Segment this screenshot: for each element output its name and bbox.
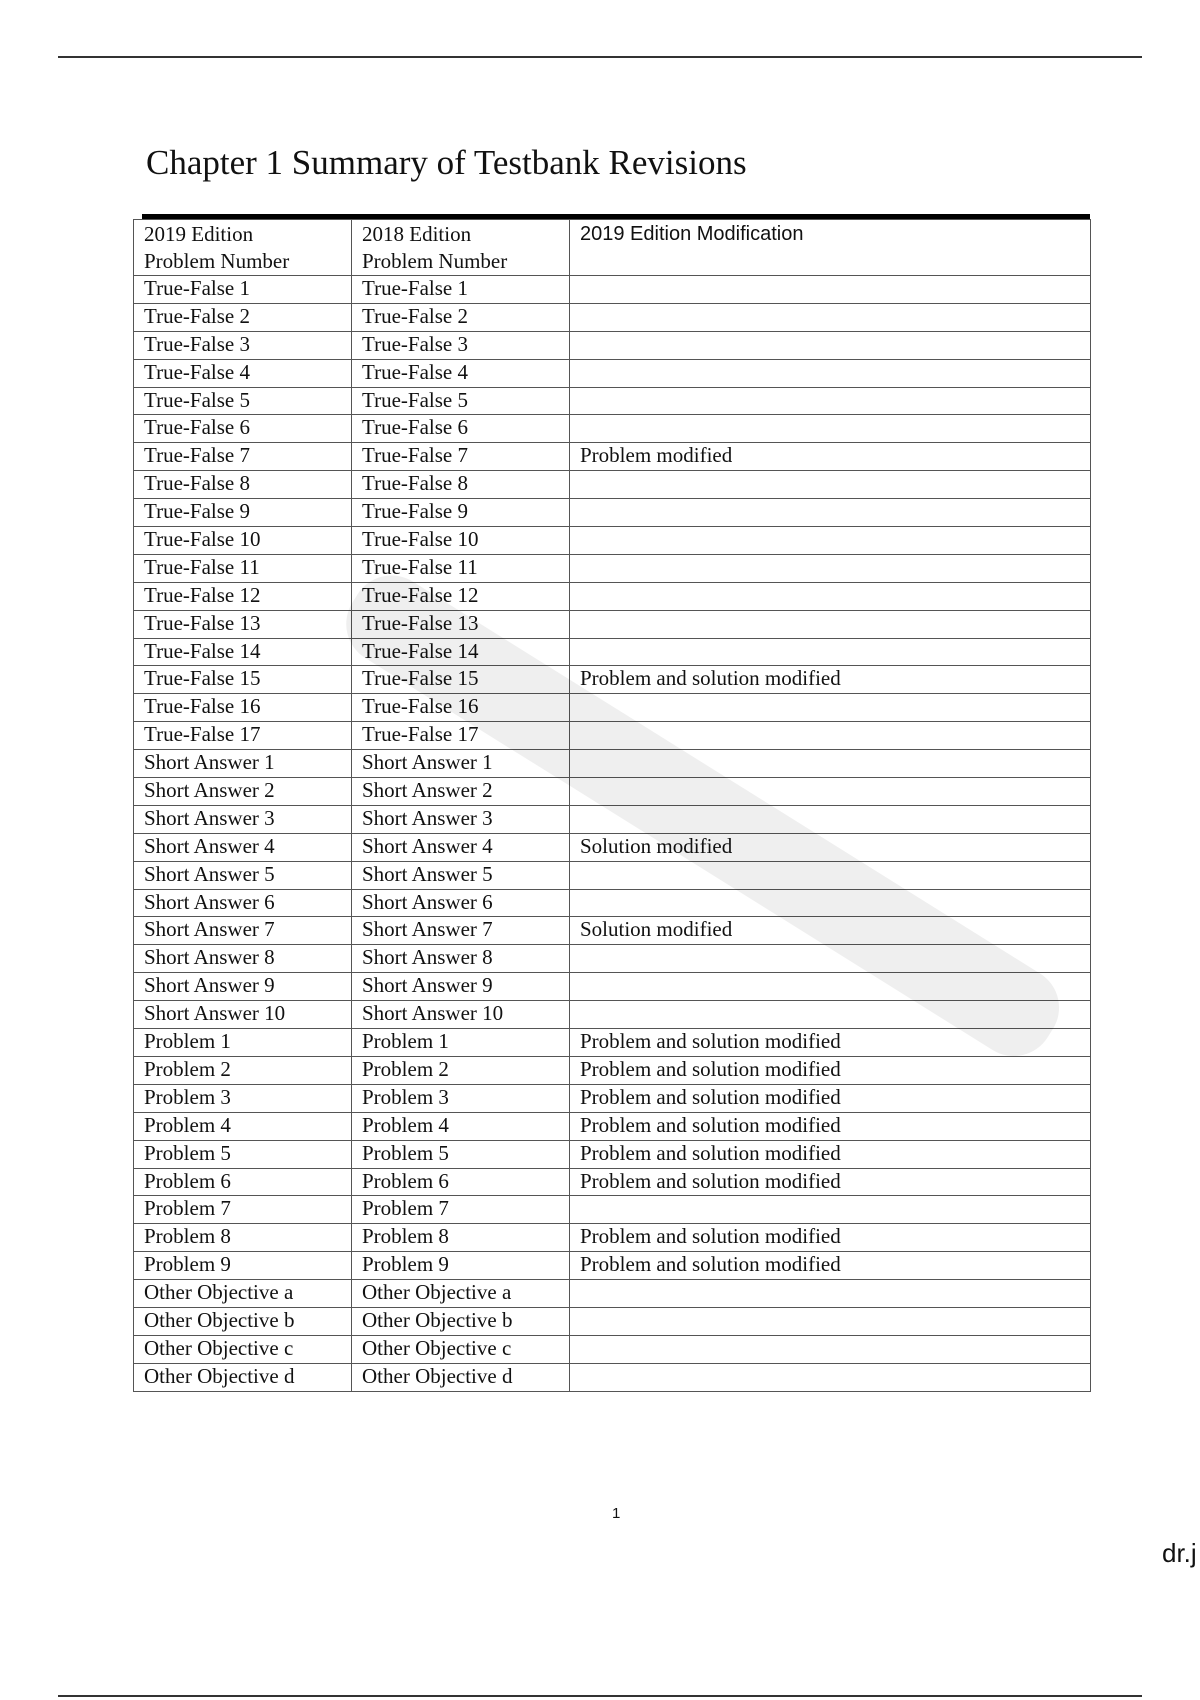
table-row xyxy=(134,778,1091,806)
cell-2018-problem: Short Answer 2 xyxy=(352,778,570,806)
cell-2018-problem: Problem 2 xyxy=(352,1056,570,1084)
cell-modification xyxy=(570,499,1091,527)
cell-2019-problem: Short Answer 4 xyxy=(134,833,352,861)
cell-modification: Problem and solution modified xyxy=(570,1084,1091,1112)
cell-modification xyxy=(570,1307,1091,1335)
cell-2018-problem: Problem 1 xyxy=(352,1029,570,1057)
cell-2019-problem: Other Objective d xyxy=(134,1363,352,1391)
table-row xyxy=(134,722,1091,750)
cell-2019-problem: Problem 9 xyxy=(134,1252,352,1280)
cell-modification xyxy=(570,694,1091,722)
cell-2019-problem: Short Answer 6 xyxy=(134,889,352,917)
cell-2018-problem: True-False 1 xyxy=(352,276,570,304)
cell-modification xyxy=(570,1363,1091,1391)
table-row xyxy=(134,1112,1091,1140)
table-row xyxy=(134,1001,1091,1029)
cell-2018-problem: Short Answer 3 xyxy=(352,805,570,833)
cell-2018-problem: True-False 6 xyxy=(352,415,570,443)
cell-2018-problem: True-False 8 xyxy=(352,471,570,499)
table-row xyxy=(134,471,1091,499)
table-row xyxy=(134,1196,1091,1224)
table-row xyxy=(134,889,1091,917)
cell-2018-problem: Short Answer 1 xyxy=(352,750,570,778)
cell-2019-problem: True-False 8 xyxy=(134,471,352,499)
header-line: Problem Number xyxy=(144,249,290,273)
cell-modification xyxy=(570,387,1091,415)
table-row xyxy=(134,303,1091,331)
cell-2019-problem: True-False 13 xyxy=(134,610,352,638)
table-row xyxy=(134,1307,1091,1335)
cell-modification xyxy=(570,276,1091,304)
cell-modification: Problem and solution modified xyxy=(570,1168,1091,1196)
cell-modification xyxy=(570,610,1091,638)
cell-2019-problem: Short Answer 7 xyxy=(134,917,352,945)
cell-modification: Solution modified xyxy=(570,917,1091,945)
cell-modification: Problem and solution modified xyxy=(570,1029,1091,1057)
cell-2019-problem: Problem 5 xyxy=(134,1140,352,1168)
cell-2019-problem: True-False 11 xyxy=(134,554,352,582)
table-row xyxy=(134,527,1091,555)
table-row xyxy=(134,1140,1091,1168)
table-row xyxy=(134,666,1091,694)
cell-modification xyxy=(570,973,1091,1001)
cell-2019-problem: True-False 15 xyxy=(134,666,352,694)
cell-2018-problem: Problem 8 xyxy=(352,1224,570,1252)
header-2019-modification xyxy=(570,220,1091,276)
table-row xyxy=(134,1280,1091,1308)
cell-2018-problem: True-False 15 xyxy=(352,666,570,694)
table-row xyxy=(134,415,1091,443)
cell-2018-problem: True-False 11 xyxy=(352,554,570,582)
table-row xyxy=(134,554,1091,582)
cell-2018-problem: True-False 4 xyxy=(352,359,570,387)
cell-modification: Problem and solution modified xyxy=(570,1112,1091,1140)
cell-2018-problem: Short Answer 4 xyxy=(352,833,570,861)
cell-modification xyxy=(570,415,1091,443)
cell-2018-problem: Problem 4 xyxy=(352,1112,570,1140)
cell-2019-problem: Problem 1 xyxy=(134,1029,352,1057)
cell-2018-problem: Problem 5 xyxy=(352,1140,570,1168)
cell-2018-problem: Short Answer 5 xyxy=(352,861,570,889)
cell-2019-problem: True-False 9 xyxy=(134,499,352,527)
table-row xyxy=(134,861,1091,889)
cell-modification: Problem modified xyxy=(570,443,1091,471)
table-row xyxy=(134,387,1091,415)
cell-2019-problem: True-False 4 xyxy=(134,359,352,387)
cell-modification xyxy=(570,861,1091,889)
table-row xyxy=(134,610,1091,638)
revisions-table-body xyxy=(134,220,1091,1392)
cell-2019-problem: Other Objective c xyxy=(134,1335,352,1363)
cell-2018-problem: True-False 5 xyxy=(352,387,570,415)
cell-modification xyxy=(570,359,1091,387)
cell-modification xyxy=(570,750,1091,778)
cell-2018-problem: True-False 10 xyxy=(352,527,570,555)
header-line: 2019 Edition Modification xyxy=(580,223,804,245)
cell-modification xyxy=(570,889,1091,917)
header-2018-problem-number xyxy=(352,220,570,276)
table-row xyxy=(134,945,1091,973)
cell-2019-problem: True-False 17 xyxy=(134,722,352,750)
cell-2018-problem: True-False 13 xyxy=(352,610,570,638)
cell-2019-problem: Problem 2 xyxy=(134,1056,352,1084)
cell-modification xyxy=(570,527,1091,555)
cell-2018-problem: Short Answer 8 xyxy=(352,945,570,973)
table-row xyxy=(134,276,1091,304)
cell-2019-problem: Other Objective b xyxy=(134,1307,352,1335)
cell-2018-problem: True-False 16 xyxy=(352,694,570,722)
cell-2019-problem: True-False 14 xyxy=(134,638,352,666)
header-line: 2018 Edition xyxy=(362,222,472,246)
cell-modification: Problem and solution modified xyxy=(570,1224,1091,1252)
cell-2018-problem: Short Answer 6 xyxy=(352,889,570,917)
header-line: Problem Number xyxy=(362,249,508,273)
cell-2018-problem: Short Answer 10 xyxy=(352,1001,570,1029)
cell-2019-problem: Short Answer 5 xyxy=(134,861,352,889)
cell-2019-problem: Short Answer 8 xyxy=(134,945,352,973)
table-row xyxy=(134,638,1091,666)
cell-2018-problem: Problem 7 xyxy=(352,1196,570,1224)
cell-modification xyxy=(570,582,1091,610)
cell-2019-problem: True-False 16 xyxy=(134,694,352,722)
table-row xyxy=(134,1224,1091,1252)
table-row xyxy=(134,499,1091,527)
cell-2018-problem: Problem 9 xyxy=(352,1252,570,1280)
cell-modification xyxy=(570,1280,1091,1308)
table-row xyxy=(134,694,1091,722)
cell-2019-problem: Problem 6 xyxy=(134,1168,352,1196)
cell-2018-problem: Other Objective c xyxy=(352,1335,570,1363)
cell-2019-problem: True-False 1 xyxy=(134,276,352,304)
cell-2019-problem: Short Answer 1 xyxy=(134,750,352,778)
table-row xyxy=(134,1029,1091,1057)
header-line: 2019 Edition xyxy=(144,222,254,246)
table-row xyxy=(134,750,1091,778)
cell-modification xyxy=(570,805,1091,833)
header-2019-problem-number xyxy=(134,220,352,276)
cell-2019-problem: True-False 2 xyxy=(134,303,352,331)
cell-2019-problem: Problem 7 xyxy=(134,1196,352,1224)
page-title: Chapter 1 Summary of Testbank Revisions xyxy=(146,143,747,182)
table-row xyxy=(134,973,1091,1001)
bottom-rule xyxy=(58,1695,1142,1697)
cell-2019-problem: Other Objective a xyxy=(134,1280,352,1308)
cell-modification xyxy=(570,554,1091,582)
cell-2019-problem: True-False 3 xyxy=(134,331,352,359)
cell-modification: Problem and solution modified xyxy=(570,1056,1091,1084)
cell-2019-problem: Short Answer 10 xyxy=(134,1001,352,1029)
table-row xyxy=(134,1363,1091,1391)
table-row xyxy=(134,805,1091,833)
cell-modification xyxy=(570,722,1091,750)
cell-2018-problem: True-False 17 xyxy=(352,722,570,750)
cell-modification xyxy=(570,331,1091,359)
table-row xyxy=(134,331,1091,359)
cell-2018-problem: Short Answer 7 xyxy=(352,917,570,945)
cell-modification xyxy=(570,778,1091,806)
table-header-row xyxy=(134,220,1091,276)
cell-modification: Problem and solution modified xyxy=(570,666,1091,694)
cell-2018-problem: Other Objective b xyxy=(352,1307,570,1335)
cell-2019-problem: Problem 3 xyxy=(134,1084,352,1112)
cell-modification: Problem and solution modified xyxy=(570,1140,1091,1168)
page-number: 1 xyxy=(612,1505,621,1522)
top-rule xyxy=(58,56,1142,58)
cell-2018-problem: Other Objective d xyxy=(352,1363,570,1391)
cell-2019-problem: True-False 6 xyxy=(134,415,352,443)
cell-2018-problem: True-False 2 xyxy=(352,303,570,331)
cell-modification xyxy=(570,303,1091,331)
table-row xyxy=(134,359,1091,387)
cell-2019-problem: Short Answer 2 xyxy=(134,778,352,806)
cell-2018-problem: Short Answer 9 xyxy=(352,973,570,1001)
table-row xyxy=(134,1252,1091,1280)
cell-2019-problem: Short Answer 3 xyxy=(134,805,352,833)
cell-modification xyxy=(570,1196,1091,1224)
table-row xyxy=(134,833,1091,861)
cell-2019-problem: True-False 10 xyxy=(134,527,352,555)
table-row xyxy=(134,1335,1091,1363)
table-row xyxy=(134,1056,1091,1084)
cell-modification xyxy=(570,471,1091,499)
cell-2019-problem: True-False 12 xyxy=(134,582,352,610)
cell-modification xyxy=(570,1001,1091,1029)
cell-2018-problem: True-False 14 xyxy=(352,638,570,666)
cell-2019-problem: True-False 5 xyxy=(134,387,352,415)
cell-2019-problem: Problem 4 xyxy=(134,1112,352,1140)
table-row xyxy=(134,1168,1091,1196)
table-row xyxy=(134,917,1091,945)
cell-2019-problem: Short Answer 9 xyxy=(134,973,352,1001)
revisions-table xyxy=(133,219,1091,1392)
cell-2018-problem: True-False 9 xyxy=(352,499,570,527)
cell-modification: Solution modified xyxy=(570,833,1091,861)
table-row xyxy=(134,443,1091,471)
cell-modification xyxy=(570,638,1091,666)
cell-2019-problem: Problem 8 xyxy=(134,1224,352,1252)
table-row xyxy=(134,1084,1091,1112)
cell-modification xyxy=(570,1335,1091,1363)
cell-modification xyxy=(570,945,1091,973)
cell-2018-problem: True-False 3 xyxy=(352,331,570,359)
cell-2018-problem: Problem 3 xyxy=(352,1084,570,1112)
cell-modification: Problem and solution modified xyxy=(570,1252,1091,1280)
cell-2018-problem: Problem 6 xyxy=(352,1168,570,1196)
side-watermark-text: dr.j xyxy=(1162,1538,1197,1568)
cell-2018-problem: Other Objective a xyxy=(352,1280,570,1308)
cell-2018-problem: True-False 12 xyxy=(352,582,570,610)
cell-2019-problem: True-False 7 xyxy=(134,443,352,471)
table-row xyxy=(134,582,1091,610)
cell-2018-problem: True-False 7 xyxy=(352,443,570,471)
